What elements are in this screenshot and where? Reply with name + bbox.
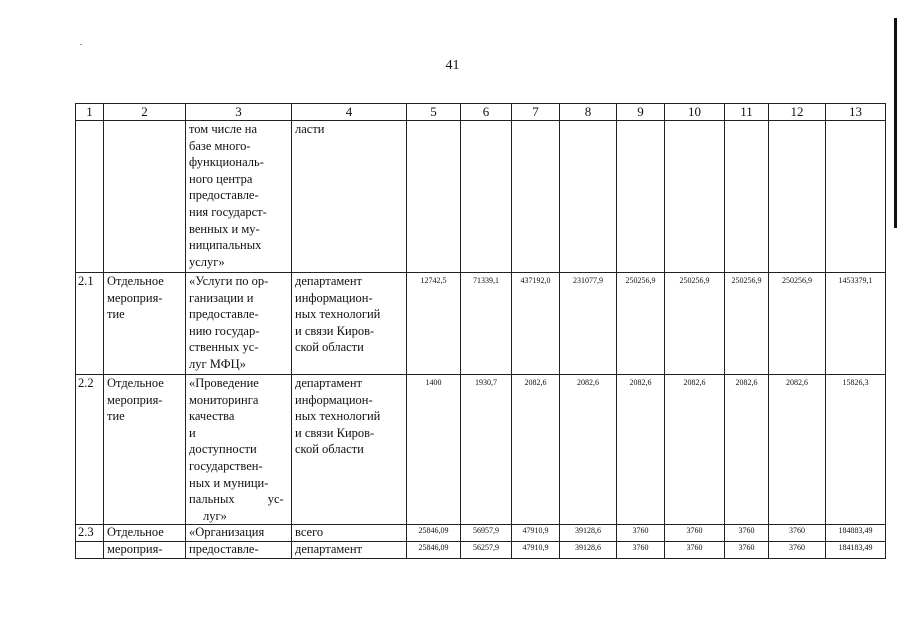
value-cell: 2082,6	[617, 375, 665, 525]
value-cell: 231077,9	[560, 273, 617, 375]
event-name-cell: том числе на базе много- функциональ- ного центра предоставле- ния государст- венных и му- ниципальных услуг»	[186, 121, 292, 273]
scan-edge-line	[894, 18, 897, 228]
event-name-line: доступности	[189, 442, 257, 457]
value-cell: 3760	[665, 525, 725, 542]
event-name-line: мониторинга	[189, 392, 259, 407]
value-cell	[407, 121, 461, 273]
row-index-cell	[76, 542, 104, 559]
value-cell: 3760	[617, 542, 665, 559]
event-name-line	[189, 408, 288, 441]
event-type-cell	[104, 121, 186, 273]
value-cell: 25846,09	[407, 525, 461, 542]
budget-table	[75, 103, 886, 559]
value-cell: 3760	[617, 525, 665, 542]
value-cell: 250256,9	[617, 273, 665, 375]
value-cell	[560, 121, 617, 273]
event-name-line: государствен-	[189, 458, 263, 473]
value-cell	[665, 121, 725, 273]
value-cell	[461, 121, 512, 273]
event-type-cell: Отдельное мероприя- тие	[104, 273, 186, 375]
header-cell: 7	[512, 104, 560, 121]
value-cell: 3760	[769, 542, 826, 559]
row-index-cell: 2.1	[76, 273, 104, 375]
header-cell: 12	[769, 104, 826, 121]
row-index-cell	[76, 121, 104, 273]
event-type-cell: Отдельное мероприя- тие	[104, 375, 186, 525]
executor-cell: департамент информацион- ных технологий и связи Киров- ской области	[292, 273, 407, 375]
event-name-cell: предоставле-	[186, 542, 292, 559]
header-cell: 9	[617, 104, 665, 121]
event-name-cell: «Организация	[186, 525, 292, 542]
value-cell: 2082,6	[725, 375, 769, 525]
header-cell: 11	[725, 104, 769, 121]
value-cell: 3760	[769, 525, 826, 542]
header-cell: 13	[826, 104, 886, 121]
value-cell	[769, 121, 826, 273]
executor-cell: департамент	[292, 542, 407, 559]
value-cell: 1400	[407, 375, 461, 525]
event-name-cell	[186, 375, 292, 525]
value-cell: 1453379,1	[826, 273, 886, 375]
value-cell: 250256,9	[725, 273, 769, 375]
value-cell: 250256,9	[665, 273, 725, 375]
header-cell: 1	[76, 104, 104, 121]
table-header-row	[76, 104, 886, 121]
row-index-cell: 2.3	[76, 525, 104, 542]
table-row	[76, 525, 886, 542]
value-cell: 3760	[725, 542, 769, 559]
value-cell	[725, 121, 769, 273]
event-name-line: пальных ус-	[189, 492, 284, 507]
value-cell: 3760	[725, 525, 769, 542]
page-number: 41	[445, 58, 460, 73]
header-cell: 3	[186, 104, 292, 121]
header-cell: 10	[665, 104, 725, 121]
value-cell: 3760	[665, 542, 725, 559]
executor-cell: департамент информацион- ных технологий и связи Киров- ской области	[292, 375, 407, 525]
value-cell: 2082,6	[769, 375, 826, 525]
executor-cell: ласти	[292, 121, 407, 273]
executor-cell: всего	[292, 525, 407, 542]
value-cell: 184883,49	[826, 525, 886, 542]
value-cell: 2082,6	[512, 375, 560, 525]
value-cell: 437192,0	[512, 273, 560, 375]
event-name-line: луг»	[203, 508, 227, 523]
header-cell: 6	[461, 104, 512, 121]
header-cell: 8	[560, 104, 617, 121]
value-cell: 15826,3	[826, 375, 886, 525]
value-cell: 250256,9	[769, 273, 826, 375]
event-name-line: «Проведение	[189, 376, 259, 390]
table-row	[76, 375, 886, 525]
row-index-cell: 2.2	[76, 375, 104, 525]
value-cell: 184183,49	[826, 542, 886, 559]
value-cell: 2082,6	[560, 375, 617, 525]
value-cell: 25846,09	[407, 542, 461, 559]
value-cell	[826, 121, 886, 273]
value-cell: 47910,9	[512, 542, 560, 559]
header-cell: 4	[292, 104, 407, 121]
value-cell: 39128,6	[560, 542, 617, 559]
value-cell: 2082,6	[665, 375, 725, 525]
value-cell: 39128,6	[560, 525, 617, 542]
event-name-word: качества и	[189, 409, 235, 440]
value-cell: 56957,9	[461, 525, 512, 542]
header-cell: 5	[407, 104, 461, 121]
value-cell: 12742,5	[407, 273, 461, 375]
scan-speck	[80, 44, 82, 45]
table-row	[76, 542, 886, 559]
event-name-line: ных и муници-	[189, 475, 269, 490]
header-cell: 2	[104, 104, 186, 121]
event-type-cell: мероприя-	[104, 542, 186, 559]
value-cell: 47910,9	[512, 525, 560, 542]
table-row	[76, 273, 886, 375]
event-type-cell: Отдельное	[104, 525, 186, 542]
value-cell: 1930,7	[461, 375, 512, 525]
event-name-cell: «Услуги по ор- ганизации и предоставле- нию государ- ственных ус- луг МФЦ»	[186, 273, 292, 375]
value-cell	[617, 121, 665, 273]
table-row	[76, 121, 886, 273]
value-cell	[512, 121, 560, 273]
value-cell: 56257,9	[461, 542, 512, 559]
value-cell: 71339,1	[461, 273, 512, 375]
